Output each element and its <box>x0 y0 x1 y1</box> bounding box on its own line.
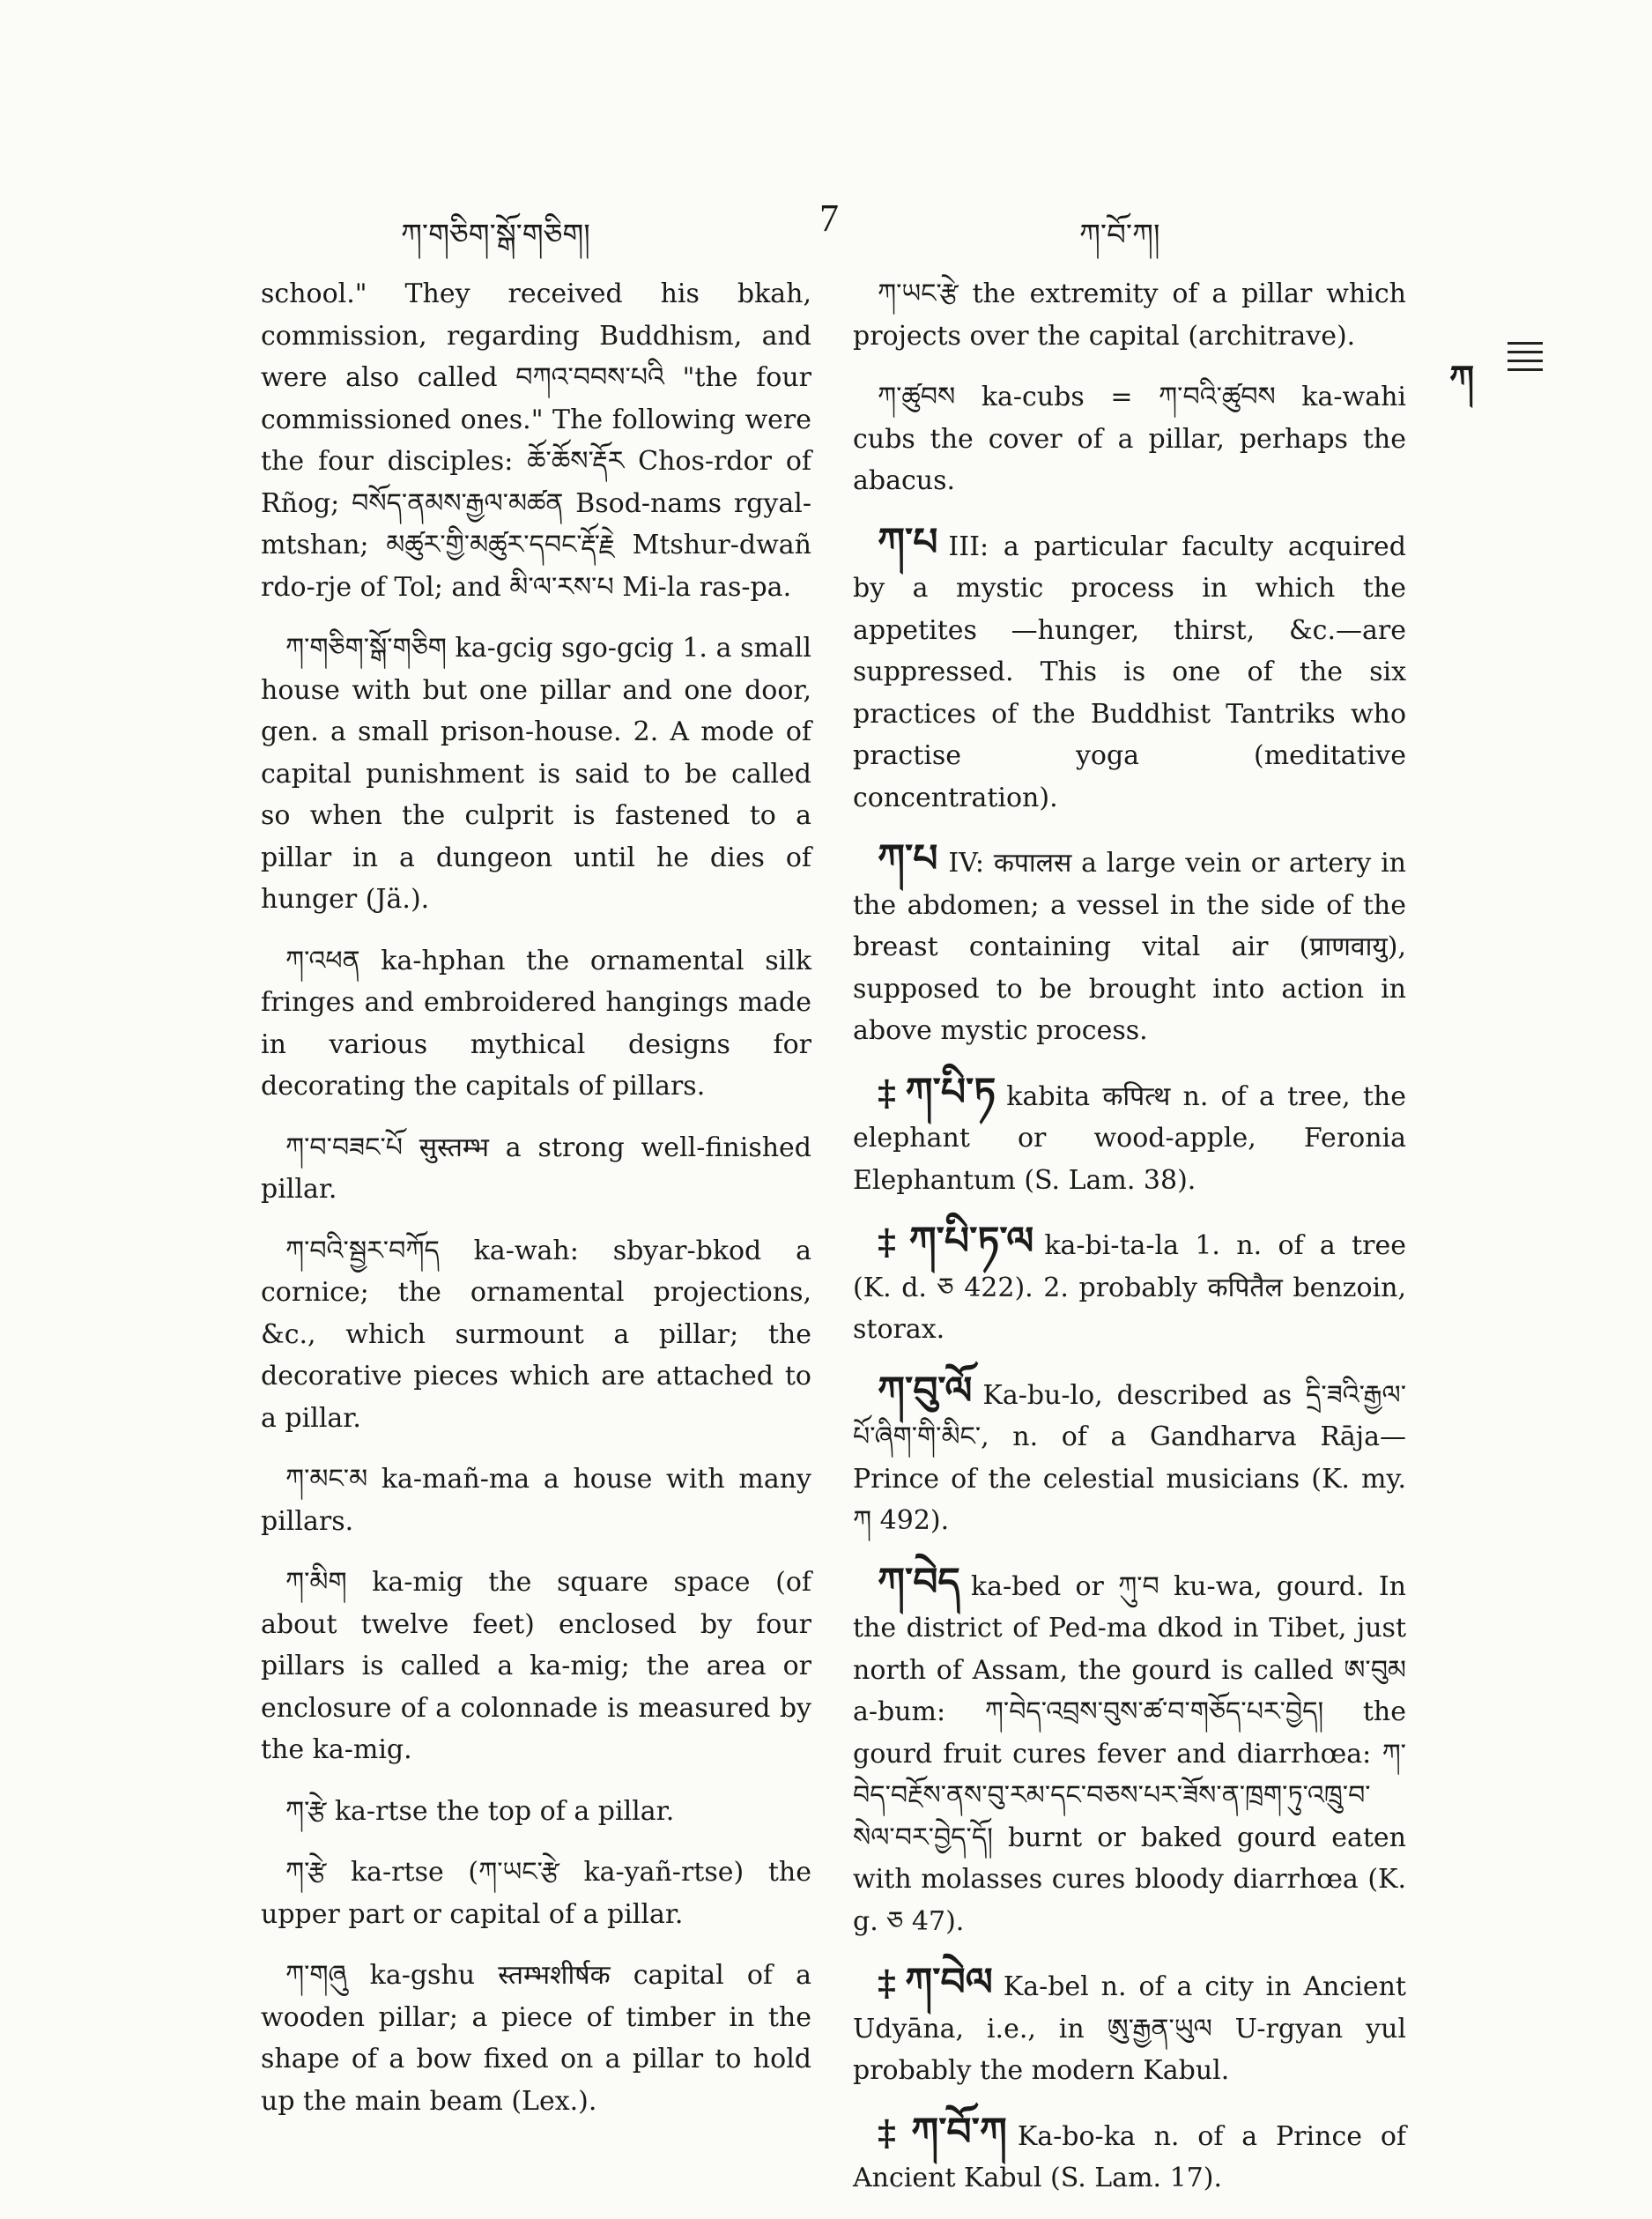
dictionary-entry: ཀ་མང་མ ka-mañ-ma a house with many pillars. <box>261 1464 811 1537</box>
entry-headword: ཀ་བུ་ལོ <box>878 1368 973 1414</box>
dictionary-entry <box>853 1370 1406 1542</box>
running-header <box>0 197 1652 254</box>
dictionary-entry: ཀ་བ་བཟང་པོ सुस्तम्भ a strong well-finished pillar. <box>261 1132 811 1205</box>
header-left-headword: ཀ་གཅིག་སྒོ་གཅིག། <box>401 218 590 253</box>
entry-text: ka-bed or ཀུ་བ ku-wa, gourd. In the district of Ped-ma dkod in Tibet, just north of Assam, the gourd is called ཨ་བུམ a-bum: ཀ་བེད་འབྲས་བུས་ཚ་བ་གཅོད་པར་བྱེད། the gourd fruit cures fever and diarrhœa: ཀ་བེད་བརྔོས་ནས་བུ་རམ་དང་བཅས་པར་ཟོས་ན་ཁྲག་ཏུ་འཁྲུ་བ་སེལ་བར་བྱེད་དོ། burnt or baked gourd eaten with molasses cures bloody diarrhœa (K. g. ཅ 47). <box>853 1570 1406 1937</box>
dictionary-entry <box>853 1221 1406 1351</box>
page-number: 7 <box>819 197 839 240</box>
dagger-mark: ‡ <box>878 1221 904 1263</box>
entry-text: Ka-bu-lo, described as དྲི་ཟའི་རྒྱལ་པོ་ཞིག་གི་མིང་, n. of a Gandharva Rāja—Prince of the celestial musicians (K. my. ཀ 492). <box>853 1379 1406 1536</box>
dictionary-entry <box>853 2111 1406 2200</box>
entry-text: kabita कपित्थ n. of a tree, the elephant or wood-apple, Feronia Elephantum (S. Lam. 38). <box>853 1080 1406 1196</box>
dagger-mark: ‡ <box>878 1963 900 2004</box>
dictionary-entry <box>853 519 1406 820</box>
dictionary-entry <box>853 376 1406 502</box>
dictionary-entry: ཀ་མིག ka-mig the square space (of about twelve feet) enclosed by four pillars is called a ka-mig; the area or enclosure of a colonnade is measured by the ka-mig. <box>261 1567 811 1765</box>
entry-headword: ཀ་བེལ <box>905 1960 993 2005</box>
entry-headword: ཀ་བོ་ཀ <box>911 2109 1007 2155</box>
right-column <box>853 273 1406 2219</box>
header-right-headword: ཀ་བོ་ཀ། <box>1079 218 1160 253</box>
entry-headword: ཀ་པ <box>878 836 938 881</box>
dictionary-entry: ཀ་འཕན ka-hphan the ornamental silk fringes and embroidered hangings made in various mythical designs for decorating the capitals of pillars. <box>261 945 811 1102</box>
dictionary-entry <box>853 1962 1406 2092</box>
thumb-index-tab <box>1449 337 1546 399</box>
dictionary-entry: ཀ་གཅིག་སྒོ་གཅིག ka-gcig sgo-gcig 1. a small house with but one pillar and one door, gen. a small prison-house. 2. A mode of capital punishment is said to be called so when the culprit is fastened to a pillar in a dungeon until he dies of hunger (Jä.). <box>261 633 811 915</box>
dictionary-entry <box>853 273 1406 357</box>
entry-text: III: a particular faculty acquired by a mystic process in which the appetites —hunger, thirst, &c.—are suppressed. This is one of the six practices of the Buddhist Tantriks who practise yoga (meditative concentration). <box>853 531 1406 813</box>
entry-text: Ka-bel n. of a city in Ancient Udyāna, i.e., in ཨུ་རྒྱན་ཡུལ U-rgyan yul probably the modern Kabul. <box>853 1971 1406 2086</box>
thumb-index-glyph: ཀ <box>1449 358 1475 399</box>
thumb-index-lines <box>1508 342 1543 377</box>
entry-text: ཀ་ཚུབས ka-cubs = ཀ་བའི་ཚུབས ka-wahi cubs the cover of a pillar, perhaps the abacus. <box>853 382 1406 496</box>
dictionary-entry: ཀ་རྩེ ka-rtse (ཀ་ཡང་རྩེ ka-yañ-rtse) the upper part or capital of a pillar. <box>261 1857 811 1930</box>
dagger-mark: ‡ <box>878 1072 900 1114</box>
dictionary-entry: ཀ་གཞུ ka-gshu स्तम्भशीर्षक capital of a wooden pillar; a piece of timber in the shape of a bow fixed on a pillar to hold up the main beam (Lex.). <box>261 1960 811 2117</box>
dictionary-entry <box>853 1559 1406 1943</box>
entry-text: IV: कपालस a large vein or artery in the abdomen; a vessel in the side of the breast containing vital air (प्राणवायु), supposed to be brought into action in above mystic process. <box>853 848 1406 1046</box>
dagger-mark: ‡ <box>878 2111 907 2154</box>
entry-text: ka-bi-ta-la 1. n. of a tree (K. d. ཅ 422). 2. probably कपितैल benzoin, storax. <box>853 1230 1407 1345</box>
dictionary-entry: ཀ་བའི་སྦྱར་བཀོད ka-wah: sbyar-bkod a cornice; the ornamental projections, &c., which surmount a pillar; the decorative pieces which are attached to a pillar. <box>261 1235 811 1434</box>
entry-headword: ཀ་བེད <box>878 1559 960 1605</box>
dictionary-entry <box>853 1069 1406 1202</box>
dictionary-entry <box>853 838 1406 1052</box>
left-column <box>261 273 811 2141</box>
entry-headword: ཀ་པི་ཏ <box>905 1069 996 1115</box>
entry-headword: ཀ་པི་ཏ་ལ <box>908 1219 1034 1264</box>
dictionary-entry: ཀ་རྩེ ka-rtse the top of a pillar. <box>285 1795 675 1827</box>
entry-text: Ka-bo-ka n. of a Prince of Ancient Kabul (S. Lam. 17). <box>853 2120 1406 2193</box>
entry-text: ཀ་ཡང་རྩེ the extremity of a pillar which projects over the capital (architrave). <box>853 278 1406 352</box>
entry-headword: ཀ་པ <box>878 519 938 565</box>
dictionary-entry: school." They received his bkah, commission, regarding Buddhism, and were also called བཀའ་བབས་པའི "the four commissioned ones." The following were the four disciples: ཆོ་ཆོས་རྡོར Chos-rdor of Rñog; བསོད་ནམས་རྒྱལ་མཚན Bsod-nams rgyal-mtshan; མཚུར་གྱི་མཚུར་དབང་རྡོ་རྗེ Mtshur-dwañ rdo-rje of Tol; and མི་ལ་རས་པ Mi-la ras-pa. <box>261 278 811 603</box>
